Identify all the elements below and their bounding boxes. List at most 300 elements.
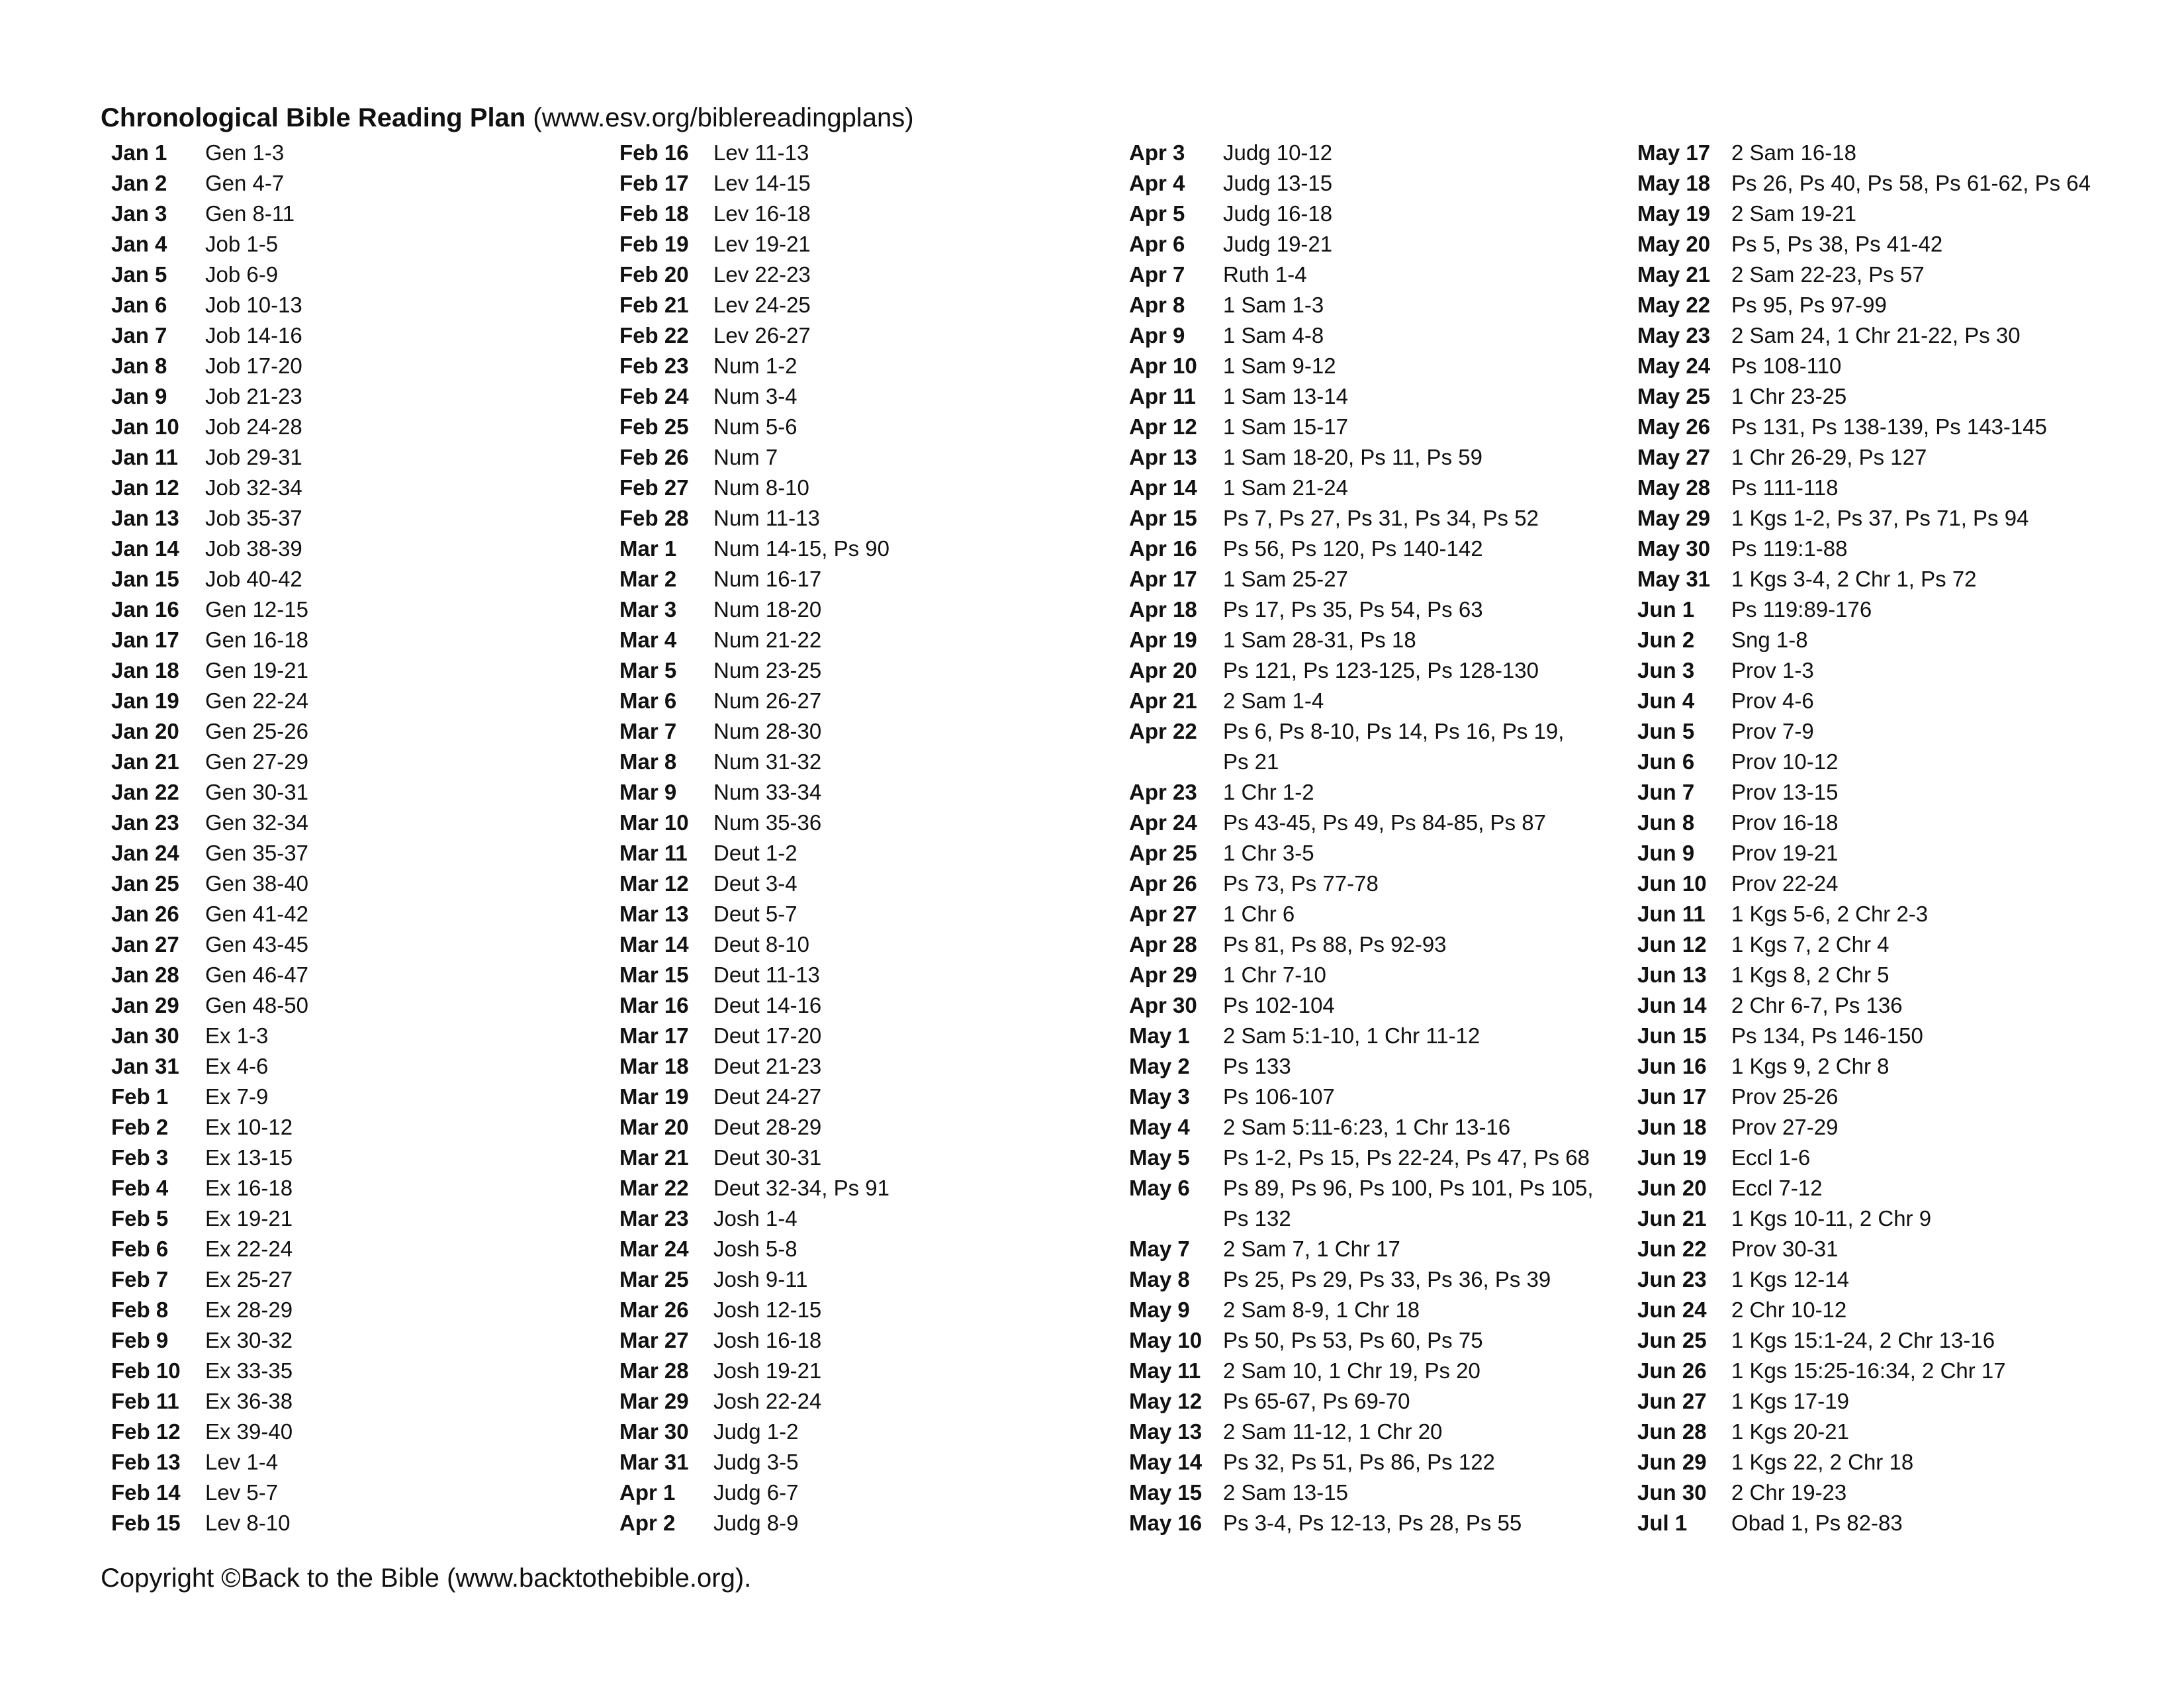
reading-entry [111, 1447, 588, 1477]
entry-reading: 2 Sam 10, 1 Chr 19, Ps 20 [1223, 1358, 1480, 1383]
entry-date: Feb 14 [111, 1480, 181, 1505]
entry-date: Feb 25 [619, 414, 689, 439]
reading-entry [619, 1203, 1096, 1234]
entry-reading: Josh 9-11 [713, 1267, 808, 1291]
entry-date: Jun 19 [1637, 1145, 1707, 1170]
reading-entry [111, 1112, 588, 1143]
entry-reading: Josh 22-24 [713, 1389, 822, 1413]
entry-date: May 1 [1129, 1023, 1190, 1048]
entry-date: Jun 13 [1637, 962, 1707, 987]
reading-entry [1129, 990, 1606, 1021]
entry-date: May 9 [1129, 1297, 1190, 1322]
entry-date: Apr 10 [1129, 353, 1197, 378]
entry-date: Apr 23 [1129, 780, 1197, 804]
entry-date: Apr 22 [1129, 719, 1197, 743]
reading-entry [1637, 868, 2167, 899]
entry-reading: Judg 13-15 [1223, 171, 1333, 195]
entry-date: Jun 28 [1637, 1419, 1707, 1444]
entry-reading: Ex 22-24 [205, 1237, 293, 1261]
entry-date: May 26 [1637, 414, 1711, 439]
entry-reading: Ps 17, Ps 35, Ps 54, Ps 63 [1223, 597, 1483, 622]
entry-reading: Ps 119:89-176 [1731, 597, 1872, 622]
entry-date: Apr 7 [1129, 262, 1185, 287]
entry-reading: 1 Kgs 5-6, 2 Chr 2-3 [1731, 902, 1929, 926]
reading-entry [111, 290, 588, 320]
entry-date: Apr 9 [1129, 323, 1185, 348]
entry-reading: Num 14-15, Ps 90 [713, 536, 889, 561]
reading-entry [1637, 1082, 2167, 1112]
entry-date: Mar 16 [619, 993, 689, 1017]
reading-entry [111, 1082, 588, 1112]
entry-date: Feb 17 [619, 171, 689, 195]
reading-entry [1129, 229, 1606, 259]
entry-date: Feb 12 [111, 1419, 181, 1444]
entry-date: Feb 13 [111, 1450, 181, 1474]
reading-entry [619, 1508, 1096, 1538]
entry-reading: Job 29-31 [205, 445, 302, 469]
entry-reading: Judg 3-5 [713, 1450, 799, 1474]
reading-entry [1129, 1234, 1606, 1264]
reading-entry [111, 1386, 588, 1417]
entry-reading: 1 Kgs 7, 2 Chr 4 [1731, 932, 1889, 957]
entry-reading: Prov 4-6 [1731, 688, 1814, 713]
entry-reading: Ps 131, Ps 138-139, Ps 143-145 [1731, 414, 2047, 439]
entry-date: Feb 18 [619, 201, 689, 226]
entry-reading: Eccl 7-12 [1731, 1176, 1823, 1200]
reading-entry [1129, 899, 1606, 929]
entry-date: Mar 31 [619, 1450, 689, 1474]
reading-entry [1129, 960, 1606, 990]
entry-reading: Ex 7-9 [205, 1084, 269, 1109]
entry-date: May 30 [1637, 536, 1711, 561]
entry-date: Apr 13 [1129, 445, 1197, 469]
reading-entry [1637, 1021, 2167, 1051]
entry-reading: 2 Chr 10-12 [1731, 1297, 1847, 1322]
entry-reading: Lev 1-4 [205, 1450, 279, 1474]
reading-entry [111, 1264, 588, 1295]
reading-entry [111, 168, 588, 199]
entry-date: Jun 25 [1637, 1328, 1707, 1352]
reading-entry [619, 716, 1096, 747]
entry-reading: 2 Chr 19-23 [1731, 1480, 1847, 1505]
reading-entry [1637, 1477, 2167, 1508]
entry-date: May 23 [1637, 323, 1711, 348]
entry-reading: Ps 81, Ps 88, Ps 92-93 [1223, 932, 1447, 957]
entry-reading: Ex 33-35 [205, 1358, 293, 1383]
entry-date: Mar 19 [619, 1084, 689, 1109]
entry-reading: Lev 11-13 [713, 140, 809, 165]
reading-entry [111, 1295, 588, 1325]
entry-reading: Ps 121, Ps 123-125, Ps 128-130 [1223, 658, 1539, 682]
entry-date: May 20 [1637, 232, 1711, 256]
entry-reading: Num 16-17 [713, 567, 822, 591]
entry-reading: Gen 38-40 [205, 871, 308, 896]
entry-reading: 1 Kgs 12-14 [1731, 1267, 1849, 1291]
entry-reading: 2 Sam 5:11-6:23, 1 Chr 13-16 [1223, 1115, 1511, 1139]
entry-date: Jul 1 [1637, 1511, 1688, 1535]
entry-date: Jan 16 [111, 597, 179, 622]
reading-entry [1129, 1508, 1606, 1538]
reading-entry [1637, 777, 2167, 808]
entry-reading: Ps 56, Ps 120, Ps 140-142 [1223, 536, 1483, 561]
reading-entry [1637, 686, 2167, 716]
entry-reading: 1 Sam 13-14 [1223, 384, 1348, 408]
entry-date: Feb 26 [619, 445, 689, 469]
entry-date: Apr 24 [1129, 810, 1197, 835]
entry-date: Jun 16 [1637, 1054, 1707, 1078]
reading-entry [111, 534, 588, 564]
entry-reading: Ps 3-4, Ps 12-13, Ps 28, Ps 55 [1223, 1511, 1522, 1535]
entry-date: Jan 14 [111, 536, 179, 561]
entry-date: Apr 29 [1129, 962, 1197, 987]
entry-date: Jan 9 [111, 384, 167, 408]
entry-date: Jan 21 [111, 749, 179, 774]
entry-reading: Num 33-34 [713, 780, 822, 804]
entry-date: Mar 8 [619, 749, 677, 774]
entry-date: Jan 11 [111, 445, 178, 469]
entry-reading: Ps 102-104 [1223, 993, 1335, 1017]
reading-entry [1129, 320, 1606, 351]
entry-date: Jan 19 [111, 688, 179, 713]
entry-date: May 5 [1129, 1145, 1190, 1170]
reading-entry [111, 808, 588, 838]
entry-reading: Judg 16-18 [1223, 201, 1333, 226]
entry-reading: Judg 6-7 [713, 1480, 799, 1505]
entry-date: Apr 25 [1129, 841, 1197, 865]
entry-reading: Ps 89, Ps 96, Ps 100, Ps 101, Ps 105, Ps 132 [1223, 1176, 1594, 1231]
entry-reading: 1 Kgs 1-2, Ps 37, Ps 71, Ps 94 [1731, 506, 2029, 530]
entry-reading: Num 7 [713, 445, 778, 469]
reading-entry [1637, 1295, 2167, 1325]
entry-date: Jun 12 [1637, 932, 1707, 957]
entry-date: Apr 18 [1129, 597, 1197, 622]
entry-date: Jan 18 [111, 658, 179, 682]
entry-date: Apr 1 [619, 1480, 676, 1505]
entry-date: Mar 1 [619, 536, 677, 561]
reading-entry [111, 351, 588, 381]
reading-entry [111, 625, 588, 655]
entry-reading: 1 Chr 7-10 [1223, 962, 1326, 987]
reading-entry [619, 503, 1096, 534]
entry-date: Feb 27 [619, 475, 689, 500]
entry-reading: 1 Chr 1-2 [1223, 780, 1314, 804]
reading-entry [1637, 899, 2167, 929]
reading-entry [1637, 351, 2167, 381]
reading-entry [1637, 990, 2167, 1021]
entry-reading: Sng 1-8 [1731, 628, 1808, 652]
reading-entry [111, 229, 588, 259]
reading-entry [1129, 655, 1606, 686]
entry-reading: Deut 14-16 [713, 993, 822, 1017]
reading-entry [1637, 168, 2167, 199]
entry-reading: Prov 1-3 [1731, 658, 1814, 682]
reading-entry [619, 1051, 1096, 1082]
reading-entry [111, 1508, 588, 1538]
entry-date: Apr 5 [1129, 201, 1185, 226]
reading-entry [1637, 1143, 2167, 1173]
reading-entry [619, 1143, 1096, 1173]
entry-reading: Deut 24-27 [713, 1084, 822, 1109]
entry-reading: Prov 25-26 [1731, 1084, 1839, 1109]
entry-reading: Lev 26-27 [713, 323, 811, 348]
entry-reading: Gen 8-11 [205, 201, 295, 226]
entry-date: Jan 5 [111, 262, 167, 287]
entry-reading: 1 Kgs 10-11, 2 Chr 9 [1731, 1206, 1932, 1231]
entry-reading: Job 10-13 [205, 293, 302, 317]
entry-date: May 16 [1129, 1511, 1203, 1535]
reading-entry [1129, 473, 1606, 503]
reading-entry [1129, 1386, 1606, 1417]
entry-reading: 1 Sam 21-24 [1223, 475, 1348, 500]
entry-date: Jun 4 [1637, 688, 1695, 713]
reading-entry [1637, 1173, 2167, 1203]
entry-reading: Ps 5, Ps 38, Ps 41-42 [1731, 232, 1943, 256]
reading-entry [1129, 838, 1606, 868]
entry-reading: Josh 1-4 [713, 1206, 797, 1231]
entry-date: Apr 2 [619, 1511, 676, 1535]
reading-entry [1129, 868, 1606, 899]
entry-reading: Lev 24-25 [713, 293, 811, 317]
reading-entry [111, 259, 588, 290]
entry-reading: Gen 30-31 [205, 780, 308, 804]
reading-entry [1637, 929, 2167, 960]
reading-entry [1637, 625, 2167, 655]
reading-entry [1129, 625, 1606, 655]
entry-date: Jan 12 [111, 475, 179, 500]
entry-date: Feb 28 [619, 506, 689, 530]
entry-reading: Josh 19-21 [713, 1358, 822, 1383]
reading-entry [619, 960, 1096, 990]
entry-date: Feb 4 [111, 1176, 169, 1200]
entry-date: Mar 22 [619, 1176, 689, 1200]
entry-reading: 1 Chr 26-29, Ps 127 [1731, 445, 1927, 469]
entry-date: Mar 26 [619, 1297, 689, 1322]
entry-reading: Ex 28-29 [205, 1297, 293, 1322]
entry-date: Jun 21 [1637, 1206, 1707, 1231]
reading-entry [619, 168, 1096, 199]
entry-reading: Deut 8-10 [713, 932, 809, 957]
entry-date: Apr 26 [1129, 871, 1197, 896]
reading-entry [619, 1082, 1096, 1112]
reading-column-1 [111, 138, 588, 1538]
reading-entry [619, 625, 1096, 655]
entry-reading: 1 Kgs 8, 2 Chr 5 [1731, 962, 1889, 987]
entry-date: Feb 2 [111, 1115, 169, 1139]
entry-reading: Num 11-13 [713, 506, 820, 530]
entry-date: Jan 1 [111, 140, 167, 165]
entry-reading: Job 38-39 [205, 536, 302, 561]
reading-entry [111, 381, 588, 412]
reading-entry [619, 808, 1096, 838]
reading-entry [1129, 1264, 1606, 1295]
entry-date: May 28 [1637, 475, 1711, 500]
entry-reading: Gen 12-15 [205, 597, 308, 622]
entry-reading: Deut 11-13 [713, 962, 820, 987]
reading-entry [1637, 138, 2167, 168]
reading-entry [111, 868, 588, 899]
entry-reading: Gen 16-18 [205, 628, 308, 652]
entry-reading: Ex 1-3 [205, 1023, 269, 1048]
entry-date: Jan 27 [111, 932, 179, 957]
entry-reading: Ex 19-21 [205, 1206, 293, 1231]
entry-reading: Lev 5-7 [205, 1480, 279, 1505]
entry-date: Apr 21 [1129, 688, 1197, 713]
entry-reading: Num 1-2 [713, 353, 797, 378]
entry-date: Mar 7 [619, 719, 677, 743]
entry-date: Jun 17 [1637, 1084, 1707, 1109]
reading-entry [619, 320, 1096, 351]
reading-entry [1637, 1234, 2167, 1264]
entry-reading: Deut 30-31 [713, 1145, 822, 1170]
entry-date: Mar 21 [619, 1145, 689, 1170]
entry-reading: Job 6-9 [205, 262, 279, 287]
entry-reading: Gen 19-21 [205, 658, 308, 682]
entry-date: May 11 [1129, 1358, 1201, 1383]
entry-reading: Ps 111-118 [1731, 475, 1839, 500]
entry-reading: Ps 32, Ps 51, Ps 86, Ps 122 [1223, 1450, 1495, 1474]
entry-reading: 1 Kgs 15:1-24, 2 Chr 13-16 [1731, 1328, 1995, 1352]
entry-date: Mar 23 [619, 1206, 689, 1231]
reading-entry [1637, 320, 2167, 351]
entry-reading: Ps 43-45, Ps 49, Ps 84-85, Ps 87 [1223, 810, 1546, 835]
entry-date: Mar 28 [619, 1358, 689, 1383]
entry-date: Feb 9 [111, 1328, 169, 1352]
reading-entry [619, 412, 1096, 442]
reading-entry [619, 290, 1096, 320]
entry-reading: Josh 12-15 [713, 1297, 822, 1322]
entry-date: Jun 29 [1637, 1450, 1707, 1474]
entry-date: Jan 31 [111, 1054, 179, 1078]
entry-date: Mar 30 [619, 1419, 689, 1444]
reading-entry [619, 442, 1096, 473]
reading-entry [1637, 1112, 2167, 1143]
entry-reading: Num 5-6 [713, 414, 797, 439]
entry-reading: 1 Sam 18-20, Ps 11, Ps 59 [1223, 445, 1482, 469]
entry-reading: Job 32-34 [205, 475, 302, 500]
entry-date: Jan 7 [111, 323, 167, 348]
entry-reading: Job 35-37 [205, 506, 302, 530]
entry-reading: Judg 10-12 [1223, 140, 1333, 165]
entry-reading: 2 Sam 7, 1 Chr 17 [1223, 1237, 1400, 1261]
entry-date: Mar 4 [619, 628, 677, 652]
reading-entry [619, 138, 1096, 168]
entry-date: Mar 5 [619, 658, 677, 682]
entry-reading: Prov 30-31 [1731, 1237, 1839, 1261]
entry-reading: Deut 1-2 [713, 841, 797, 865]
entry-reading: Obad 1, Ps 82-83 [1731, 1511, 1903, 1535]
entry-reading: Ps 1-2, Ps 15, Ps 22-24, Ps 47, Ps 68 [1223, 1145, 1590, 1170]
reading-entry [111, 716, 588, 747]
reading-entry [1129, 1021, 1606, 1051]
entry-date: Apr 28 [1129, 932, 1197, 957]
reading-entry [111, 1021, 588, 1051]
entry-date: Apr 27 [1129, 902, 1197, 926]
entry-date: May 7 [1129, 1237, 1190, 1261]
entry-reading: Deut 5-7 [713, 902, 797, 926]
entry-date: Jan 10 [111, 414, 179, 439]
entry-date: Mar 6 [619, 688, 677, 713]
entry-reading: 2 Sam 24, 1 Chr 21-22, Ps 30 [1731, 323, 2021, 348]
reading-entry [1637, 1386, 2167, 1417]
reading-entry [619, 259, 1096, 290]
entry-date: Jun 24 [1637, 1297, 1707, 1322]
entry-reading: Job 24-28 [205, 414, 302, 439]
reading-entry [111, 1356, 588, 1386]
reading-entry [1637, 594, 2167, 625]
entry-reading: 1 Chr 6 [1223, 902, 1295, 926]
reading-entry [111, 990, 588, 1021]
reading-entry [1637, 716, 2167, 747]
entry-date: Feb 19 [619, 232, 689, 256]
entry-date: Mar 17 [619, 1023, 689, 1048]
reading-entry [1129, 138, 1606, 168]
reading-entry [111, 899, 588, 929]
entry-date: May 17 [1637, 140, 1711, 165]
reading-entry [1129, 686, 1606, 716]
entry-reading: Ps 7, Ps 27, Ps 31, Ps 34, Ps 52 [1223, 506, 1539, 530]
reading-entry [1129, 808, 1606, 838]
entry-reading: Job 1-5 [205, 232, 279, 256]
entry-date: Jun 26 [1637, 1358, 1707, 1383]
entry-reading: 1 Kgs 9, 2 Chr 8 [1731, 1054, 1889, 1078]
reading-entry [619, 1477, 1096, 1508]
entry-reading: Num 8-10 [713, 475, 809, 500]
entry-reading: 1 Sam 28-31, Ps 18 [1223, 628, 1416, 652]
reading-entry [111, 564, 588, 594]
reading-entry [1637, 229, 2167, 259]
reading-entry [111, 138, 588, 168]
entry-date: Feb 10 [111, 1358, 181, 1383]
reading-entry [619, 777, 1096, 808]
entry-date: Jun 8 [1637, 810, 1695, 835]
entry-reading: 1 Kgs 17-19 [1731, 1389, 1849, 1413]
reading-entry [111, 594, 588, 625]
entry-reading: Deut 3-4 [713, 871, 797, 896]
reading-entry [1637, 1417, 2167, 1447]
entry-date: Apr 17 [1129, 567, 1197, 591]
reading-entry [619, 990, 1096, 1021]
reading-entry [1637, 442, 2167, 473]
entry-reading: Num 31-32 [713, 749, 822, 774]
entry-date: Jan 17 [111, 628, 179, 652]
reading-entry [1129, 1325, 1606, 1356]
entry-date: Mar 25 [619, 1267, 689, 1291]
reading-entry [619, 1447, 1096, 1477]
entry-reading: Prov 16-18 [1731, 810, 1839, 835]
reading-entry [111, 503, 588, 534]
reading-entry [619, 1325, 1096, 1356]
reading-entry [1637, 808, 2167, 838]
entry-reading: Num 21-22 [713, 628, 822, 652]
reading-entry [111, 1417, 588, 1447]
entry-reading: 1 Chr 3-5 [1223, 841, 1314, 865]
entry-reading: 1 Kgs 20-21 [1731, 1419, 1849, 1444]
entry-reading: Gen 48-50 [205, 993, 308, 1017]
reading-entry [1129, 1112, 1606, 1143]
reading-entry [619, 473, 1096, 503]
reading-entry [1637, 199, 2167, 229]
entry-reading: Josh 5-8 [713, 1237, 797, 1261]
reading-entry [1129, 351, 1606, 381]
entry-date: May 27 [1637, 445, 1711, 469]
entry-reading: Judg 8-9 [713, 1511, 799, 1535]
entry-reading: Judg 19-21 [1223, 232, 1333, 256]
entry-reading: Job 21-23 [205, 384, 302, 408]
entry-reading: Gen 43-45 [205, 932, 308, 957]
entry-date: Jan 24 [111, 841, 179, 865]
entry-date: Jun 20 [1637, 1176, 1707, 1200]
entry-date: Jan 20 [111, 719, 179, 743]
